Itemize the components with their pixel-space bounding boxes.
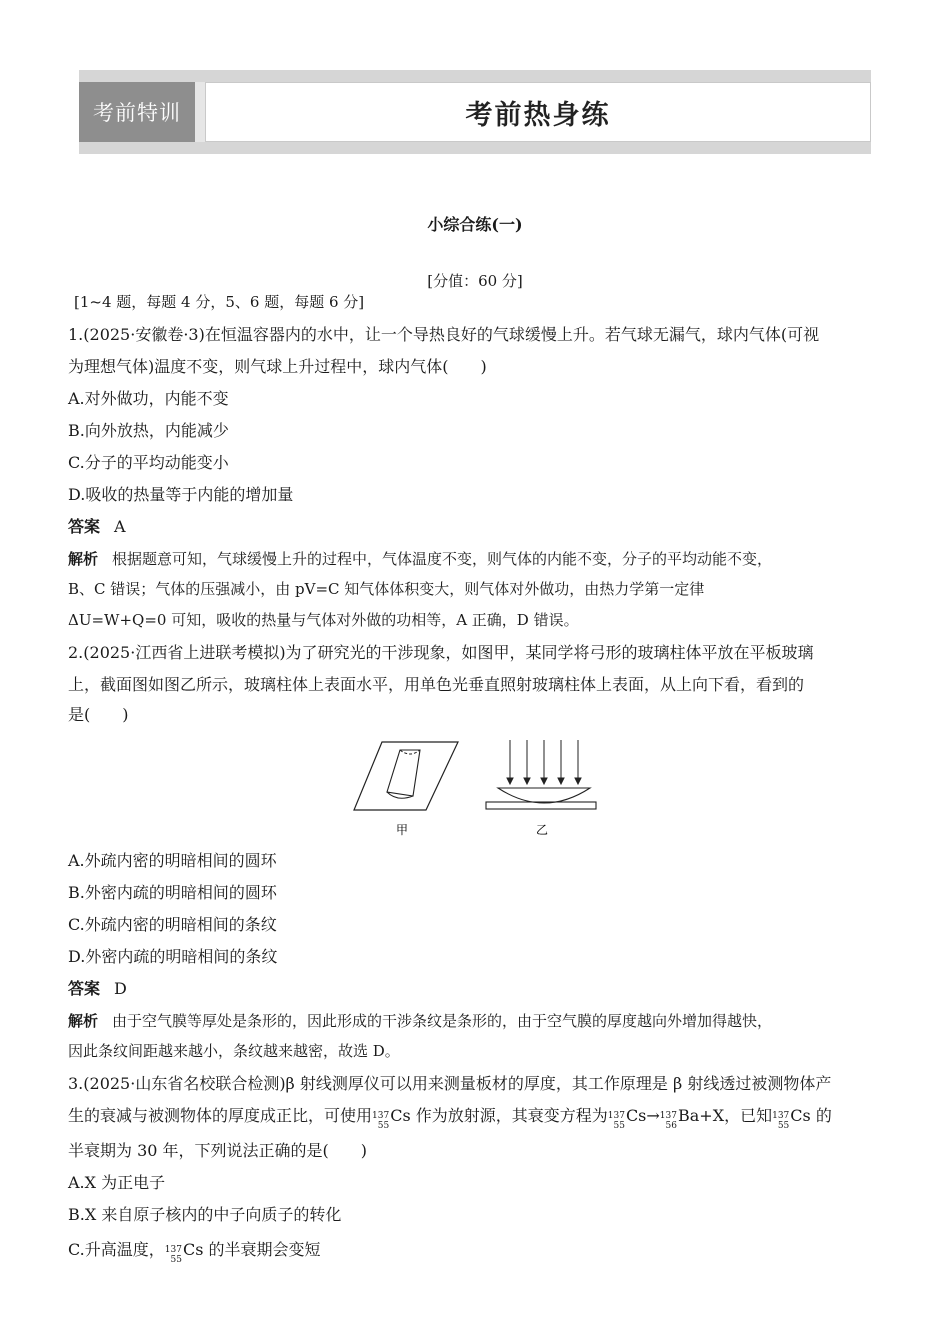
- analysis-label: 解析: [68, 1012, 99, 1030]
- q3-option-a: A.X 为正电子: [68, 1173, 166, 1192]
- q2-option-d: D.外密内疏的明暗相间的条纹: [68, 947, 278, 966]
- q3-text: Cs 的半衰期会变短: [182, 1240, 321, 1259]
- score-info: [分值：60 分]: [427, 272, 523, 290]
- q1-option-a: A.对外做功，内能不变: [68, 389, 229, 408]
- figure-label-a: 甲: [396, 823, 409, 837]
- banner-stripe: [79, 142, 871, 154]
- flat-glass-plate: [354, 742, 458, 810]
- q3-stem-line: 半衰期为 30 年，下列说法正确的是( ): [68, 1141, 368, 1160]
- banner-title: 考前热身练: [205, 82, 871, 142]
- cylinder-section: [498, 788, 590, 803]
- answer-label: 答案: [68, 979, 101, 998]
- answer-label: 答案: [68, 517, 101, 536]
- q2-answer: [68, 979, 888, 999]
- banner-tag: 考前特训: [79, 82, 195, 142]
- nuclide-ba: 137 56: [659, 1110, 677, 1131]
- q2-option-c: C.外疏内密的明暗相间的条纹: [68, 915, 277, 934]
- scoring-note: [1~4 题，每题 4 分，5、6 题，每题 6 分]: [74, 293, 365, 311]
- q3-text: 生的衰减与被测物体的厚度成正比，可使用: [68, 1106, 373, 1125]
- page-title: 小综合练(一): [427, 215, 523, 234]
- q3-text: C.升高温度，: [68, 1240, 165, 1259]
- nuclide-cs: 137 55: [772, 1110, 790, 1131]
- light-arrows: [507, 740, 581, 784]
- q1-stem-line: 为理想气体)温度不变，则气球上升过程中，球内气体( ): [68, 357, 487, 376]
- q1-stem-line: 1.(2025·安徽卷·3)在恒温容器内的水中，让一个导热良好的气球缓慢上升。若气球无漏气，球内气体(可视: [68, 325, 820, 344]
- q2-option-a: A.外疏内密的明暗相间的圆环: [68, 851, 277, 870]
- analysis-text: 由于空气膜等厚处是条形的，因此形成的干涉条纹是条形的，由于空气膜的厚度越向外增加得越快，: [112, 1012, 773, 1030]
- q1-analysis-line: B、C 错误；气体的压强减小，由 pV=C 知气体体积变大，则气体对外做功，由热力学第一定律: [68, 580, 705, 598]
- answer-value: A: [114, 517, 126, 536]
- figure-label-b: 乙: [536, 823, 549, 837]
- q1-option-b: B.向外放热，内能减少: [68, 421, 229, 440]
- banner-stripe: [79, 70, 871, 82]
- q3-stem-line: 3.(2025·山东省名校联合检测)β 射线测厚仪可以用来测量板材的厚度，其工作原理是 β 射线透过被测物体产: [68, 1074, 832, 1093]
- cylinder-hidden-edge: [400, 750, 420, 754]
- q3-stem-line: [68, 1106, 888, 1131]
- q2-figure: [350, 738, 600, 838]
- q3-text: Cs 的: [790, 1106, 832, 1125]
- answer-value: D: [114, 979, 127, 998]
- q1-option-d: D.吸收的热量等于内能的增加量: [68, 485, 294, 504]
- glass-cylinder: [387, 750, 420, 796]
- q1-option-c: C.分子的平均动能变小: [68, 453, 229, 472]
- q1-analysis-line: ΔU=W+Q=0 可知，吸收的热量与气体对外做的功相等，A 正确，D 错误。: [68, 611, 579, 629]
- q2-stem-line: 2.(2025·江西省上进联考模拟)为了研究光的干涉现象，如图甲，某同学将弓形的玻璃柱体平放在平板玻璃: [68, 643, 814, 662]
- q3-text: Ba+X，已知: [677, 1106, 773, 1125]
- q3-text: Cs 作为放射源，其衰变方程为: [390, 1106, 608, 1125]
- analysis-label: 解析: [68, 550, 99, 568]
- q3-option-b: B.X 来自原子核内的中子向质子的转化: [68, 1205, 342, 1224]
- q2-stem-line: 上，截面图如图乙所示，玻璃柱体上表面水平，用单色光垂直照射玻璃柱体上表面，从上向下看，看到的: [68, 675, 805, 694]
- q2-analysis: [68, 1011, 888, 1031]
- nuclide-cs: 137 55: [164, 1244, 182, 1265]
- nuclide-cs: 137 55: [607, 1110, 625, 1131]
- q1-answer: [68, 517, 888, 537]
- q3-option-c: [68, 1240, 888, 1265]
- q2-option-b: B.外密内疏的明暗相间的圆环: [68, 883, 277, 902]
- q2-stem-line: 是( ): [68, 705, 129, 724]
- q3-text: Cs→: [625, 1106, 660, 1125]
- q2-analysis-line: 因此条纹间距越来越小，条纹越来越密，故选 D。: [68, 1042, 400, 1060]
- analysis-text: 根据题意可知，气球缓慢上升的过程中，气体温度不变，则气体的内能不变，分子的平均动能不变，: [112, 550, 773, 568]
- q1-analysis: [68, 549, 888, 569]
- nuclide-cs: 137 55: [372, 1110, 390, 1131]
- header-banner: [79, 70, 871, 154]
